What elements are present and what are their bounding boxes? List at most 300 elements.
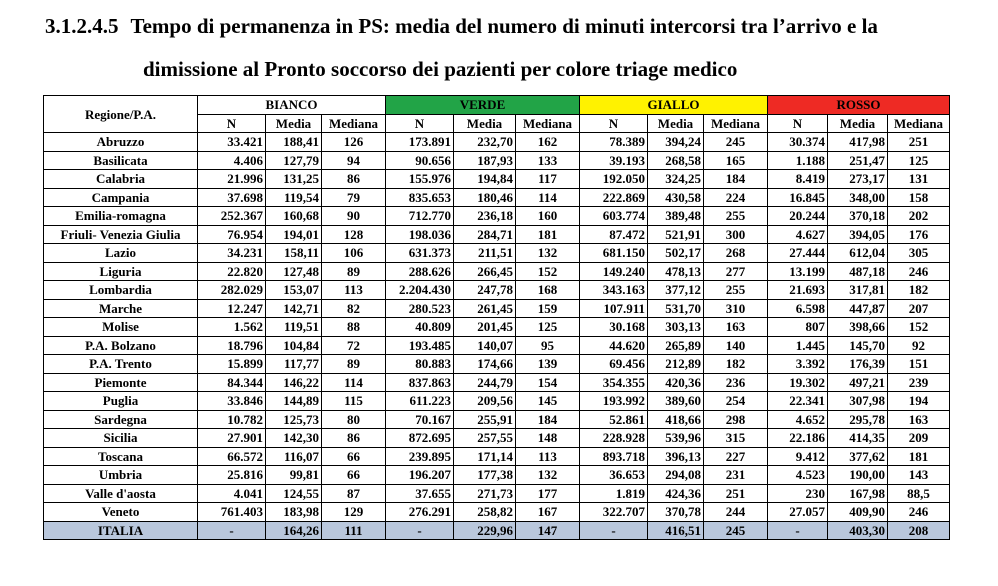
total-cell-media: 403,30 [828, 521, 888, 540]
total-region-cell: ITALIA [44, 521, 198, 540]
value-cell-media: 268,58 [648, 151, 704, 170]
value-cell-n: 631.373 [386, 244, 454, 263]
value-cell-media: 116,07 [266, 447, 322, 466]
value-cell-n: 21.693 [768, 281, 828, 300]
value-cell-n: 872.695 [386, 429, 454, 448]
value-cell-mediana: 95 [516, 336, 580, 355]
value-cell-mediana: 152 [516, 262, 580, 281]
value-cell-mediana: 246 [888, 262, 950, 281]
value-cell-mediana: 194 [888, 392, 950, 411]
value-cell-n: 40.809 [386, 318, 454, 337]
value-cell-mediana: 131 [888, 170, 950, 189]
total-row [44, 521, 950, 540]
value-cell-media: 180,46 [454, 188, 516, 207]
value-cell-n: 239.895 [386, 447, 454, 466]
group-header-bianco: BIANCO [198, 96, 386, 115]
value-cell-media: 212,89 [648, 355, 704, 374]
value-cell-mediana: 115 [322, 392, 386, 411]
value-cell-mediana: 143 [888, 466, 950, 485]
value-cell-media: 187,93 [454, 151, 516, 170]
region-cell: Sicilia [44, 429, 198, 448]
column-header-n: N [768, 114, 828, 133]
value-cell-n: 193.992 [580, 392, 648, 411]
value-cell-n: 44.620 [580, 336, 648, 355]
value-cell-n: 712.770 [386, 207, 454, 226]
value-cell-n: 15.899 [198, 355, 266, 374]
table-row [44, 392, 950, 411]
value-cell-mediana: 254 [704, 392, 768, 411]
value-cell-mediana: 113 [516, 447, 580, 466]
value-cell-mediana: 132 [516, 244, 580, 263]
value-cell-media: 396,13 [648, 447, 704, 466]
total-cell-mediana: 208 [888, 521, 950, 540]
value-cell-n: 173.891 [386, 133, 454, 152]
value-cell-mediana: 277 [704, 262, 768, 281]
value-cell-media: 160,68 [266, 207, 322, 226]
value-cell-media: 247,78 [454, 281, 516, 300]
value-cell-media: 153,07 [266, 281, 322, 300]
value-cell-mediana: 114 [516, 188, 580, 207]
value-cell-media: 142,30 [266, 429, 322, 448]
value-cell-mediana: 154 [516, 373, 580, 392]
value-cell-media: 194,84 [454, 170, 516, 189]
region-cell: Lazio [44, 244, 198, 263]
column-header-n: N [386, 114, 454, 133]
value-cell-mediana: 163 [704, 318, 768, 337]
value-cell-media: 144,89 [266, 392, 322, 411]
value-cell-n: 16.845 [768, 188, 828, 207]
value-cell-mediana: 251 [704, 484, 768, 503]
value-cell-n: 198.036 [386, 225, 454, 244]
value-cell-n: 807 [768, 318, 828, 337]
value-cell-media: 447,87 [828, 299, 888, 318]
table-body [44, 133, 950, 540]
value-cell-mediana: 245 [704, 133, 768, 152]
table-row [44, 484, 950, 503]
total-cell-n: - [386, 521, 454, 540]
region-cell: Marche [44, 299, 198, 318]
value-cell-mediana: 167 [516, 503, 580, 522]
value-cell-n: 893.718 [580, 447, 648, 466]
value-cell-n: 2.204.430 [386, 281, 454, 300]
value-cell-media: 502,17 [648, 244, 704, 263]
value-cell-n: 66.572 [198, 447, 266, 466]
value-cell-mediana: 132 [516, 466, 580, 485]
value-cell-n: 107.911 [580, 299, 648, 318]
value-cell-n: 20.244 [768, 207, 828, 226]
value-cell-media: 497,21 [828, 373, 888, 392]
table-row [44, 151, 950, 170]
value-cell-mediana: 231 [704, 466, 768, 485]
value-cell-n: 288.626 [386, 262, 454, 281]
value-cell-mediana: 244 [704, 503, 768, 522]
region-cell: Campania [44, 188, 198, 207]
value-cell-n: 13.199 [768, 262, 828, 281]
value-cell-mediana: 139 [516, 355, 580, 374]
value-cell-media: 377,62 [828, 447, 888, 466]
table-row [44, 133, 950, 152]
value-cell-media: 295,78 [828, 410, 888, 429]
value-cell-mediana: 86 [322, 170, 386, 189]
value-cell-media: 258,82 [454, 503, 516, 522]
value-cell-n: 84.344 [198, 373, 266, 392]
value-cell-n: 30.374 [768, 133, 828, 152]
total-cell-n: - [580, 521, 648, 540]
value-cell-mediana: 239 [888, 373, 950, 392]
region-cell: Valle d'aosta [44, 484, 198, 503]
value-cell-media: 257,55 [454, 429, 516, 448]
column-header-mediana: Mediana [704, 114, 768, 133]
region-cell: P.A. Trento [44, 355, 198, 374]
value-cell-mediana: 72 [322, 336, 386, 355]
value-cell-n: 1.445 [768, 336, 828, 355]
value-cell-n: 3.392 [768, 355, 828, 374]
value-cell-media: 420,36 [648, 373, 704, 392]
value-cell-n: 27.901 [198, 429, 266, 448]
value-cell-mediana: 125 [888, 151, 950, 170]
group-header-giallo: GIALLO [580, 96, 768, 115]
column-header-mediana: Mediana [888, 114, 950, 133]
value-cell-n: 33.421 [198, 133, 266, 152]
triage-time-table [43, 95, 950, 540]
value-cell-n: 78.389 [580, 133, 648, 152]
value-cell-media: 539,96 [648, 429, 704, 448]
value-cell-mediana: 106 [322, 244, 386, 263]
value-cell-n: 611.223 [386, 392, 454, 411]
value-cell-media: 211,51 [454, 244, 516, 263]
value-cell-mediana: 151 [888, 355, 950, 374]
value-cell-mediana: 86 [322, 429, 386, 448]
value-cell-media: 188,41 [266, 133, 322, 152]
value-cell-n: 80.883 [386, 355, 454, 374]
value-cell-n: 835.653 [386, 188, 454, 207]
total-cell-mediana: 245 [704, 521, 768, 540]
value-cell-mediana: 181 [516, 225, 580, 244]
value-cell-mediana: 158 [888, 188, 950, 207]
region-cell: Molise [44, 318, 198, 337]
value-cell-mediana: 176 [888, 225, 950, 244]
value-cell-n: 37.655 [386, 484, 454, 503]
value-cell-media: 261,45 [454, 299, 516, 318]
value-cell-n: 22.186 [768, 429, 828, 448]
value-cell-n: 22.820 [198, 262, 266, 281]
table-row [44, 225, 950, 244]
value-cell-n: 4.652 [768, 410, 828, 429]
value-cell-mediana: 181 [888, 447, 950, 466]
value-cell-media: 119,51 [266, 318, 322, 337]
value-cell-n: 1.188 [768, 151, 828, 170]
table-row [44, 244, 950, 263]
value-cell-media: 232,70 [454, 133, 516, 152]
region-header: Regione/P.A. [44, 96, 198, 133]
value-cell-n: 33.846 [198, 392, 266, 411]
value-cell-media: 389,60 [648, 392, 704, 411]
value-cell-media: 370,78 [648, 503, 704, 522]
value-cell-n: 4.041 [198, 484, 266, 503]
value-cell-media: 183,98 [266, 503, 322, 522]
value-cell-n: 27.057 [768, 503, 828, 522]
total-cell-media: 416,51 [648, 521, 704, 540]
value-cell-media: 209,56 [454, 392, 516, 411]
value-cell-media: 394,05 [828, 225, 888, 244]
value-cell-n: 196.207 [386, 466, 454, 485]
value-cell-n: 155.976 [386, 170, 454, 189]
value-cell-mediana: 92 [888, 336, 950, 355]
value-cell-media: 255,91 [454, 410, 516, 429]
value-cell-n: 4.627 [768, 225, 828, 244]
value-cell-n: 276.291 [386, 503, 454, 522]
value-cell-n: 90.656 [386, 151, 454, 170]
value-cell-n: 282.029 [198, 281, 266, 300]
value-cell-media: 236,18 [454, 207, 516, 226]
value-cell-media: 348,00 [828, 188, 888, 207]
value-cell-n: 343.163 [580, 281, 648, 300]
value-cell-n: 222.869 [580, 188, 648, 207]
value-cell-n: 192.050 [580, 170, 648, 189]
value-cell-mediana: 90 [322, 207, 386, 226]
value-cell-media: 265,89 [648, 336, 704, 355]
value-cell-n: 36.653 [580, 466, 648, 485]
table-row [44, 466, 950, 485]
table-row [44, 299, 950, 318]
value-cell-mediana: 152 [888, 318, 950, 337]
value-cell-media: 142,71 [266, 299, 322, 318]
value-cell-media: 303,13 [648, 318, 704, 337]
region-cell: Lombardia [44, 281, 198, 300]
value-cell-n: 37.698 [198, 188, 266, 207]
value-cell-n: 19.302 [768, 373, 828, 392]
table-row [44, 281, 950, 300]
table-row [44, 336, 950, 355]
region-cell: Piemonte [44, 373, 198, 392]
value-cell-mediana: 126 [322, 133, 386, 152]
value-cell-n: 87.472 [580, 225, 648, 244]
value-cell-media: 370,18 [828, 207, 888, 226]
value-cell-media: 418,66 [648, 410, 704, 429]
value-cell-n: 149.240 [580, 262, 648, 281]
heading-line-1 [45, 14, 878, 39]
value-cell-media: 201,45 [454, 318, 516, 337]
table-row [44, 207, 950, 226]
value-cell-media: 424,36 [648, 484, 704, 503]
value-cell-media: 487,18 [828, 262, 888, 281]
column-header-mediana: Mediana [516, 114, 580, 133]
table-row [44, 410, 950, 429]
value-cell-n: 25.816 [198, 466, 266, 485]
region-cell: Umbria [44, 466, 198, 485]
column-header-media: Media [648, 114, 704, 133]
region-cell: Calabria [44, 170, 198, 189]
value-cell-mediana: 133 [516, 151, 580, 170]
group-header-rosso: ROSSO [768, 96, 950, 115]
value-cell-media: 158,11 [266, 244, 322, 263]
value-cell-n: 603.774 [580, 207, 648, 226]
value-cell-media: 244,79 [454, 373, 516, 392]
value-cell-media: 124,55 [266, 484, 322, 503]
value-cell-media: 394,24 [648, 133, 704, 152]
region-cell: P.A. Bolzano [44, 336, 198, 355]
value-cell-n: 6.598 [768, 299, 828, 318]
value-cell-media: 284,71 [454, 225, 516, 244]
value-cell-n: 761.403 [198, 503, 266, 522]
value-cell-mediana: 305 [888, 244, 950, 263]
total-cell-media: 164,26 [266, 521, 322, 540]
value-cell-media: 317,81 [828, 281, 888, 300]
value-cell-mediana: 184 [704, 170, 768, 189]
value-cell-mediana: 89 [322, 355, 386, 374]
value-cell-mediana: 246 [888, 503, 950, 522]
value-cell-n: 39.193 [580, 151, 648, 170]
group-header-row [44, 96, 950, 115]
value-cell-n: 18.796 [198, 336, 266, 355]
value-cell-n: 354.355 [580, 373, 648, 392]
value-cell-mediana: 268 [704, 244, 768, 263]
value-cell-media: 307,98 [828, 392, 888, 411]
value-cell-media: 131,25 [266, 170, 322, 189]
heading-title-line-2: dimissione al Pronto soccorso dei pazienti per colore triage medico [143, 57, 738, 81]
value-cell-mediana: 255 [704, 207, 768, 226]
value-cell-media: 190,00 [828, 466, 888, 485]
value-cell-mediana: 128 [322, 225, 386, 244]
value-cell-mediana: 129 [322, 503, 386, 522]
value-cell-mediana: 66 [322, 447, 386, 466]
value-cell-n: 4.523 [768, 466, 828, 485]
value-cell-mediana: 168 [516, 281, 580, 300]
total-cell-media: 229,96 [454, 521, 516, 540]
value-cell-n: 22.341 [768, 392, 828, 411]
value-cell-media: 171,14 [454, 447, 516, 466]
value-cell-mediana: 94 [322, 151, 386, 170]
value-cell-media: 409,90 [828, 503, 888, 522]
value-cell-mediana: 163 [888, 410, 950, 429]
value-cell-media: 478,13 [648, 262, 704, 281]
value-cell-mediana: 88 [322, 318, 386, 337]
value-cell-mediana: 117 [516, 170, 580, 189]
value-cell-media: 145,70 [828, 336, 888, 355]
value-cell-media: 176,39 [828, 355, 888, 374]
value-cell-mediana: 145 [516, 392, 580, 411]
table-row [44, 373, 950, 392]
value-cell-mediana: 140 [704, 336, 768, 355]
value-cell-n: 52.861 [580, 410, 648, 429]
value-cell-mediana: 202 [888, 207, 950, 226]
value-cell-mediana: 89 [322, 262, 386, 281]
table-row [44, 170, 950, 189]
region-cell: Puglia [44, 392, 198, 411]
value-cell-n: 252.367 [198, 207, 266, 226]
value-cell-mediana: 87 [322, 484, 386, 503]
value-cell-media: 177,38 [454, 466, 516, 485]
value-cell-media: 146,22 [266, 373, 322, 392]
value-cell-media: 417,98 [828, 133, 888, 152]
value-cell-mediana: 159 [516, 299, 580, 318]
value-cell-mediana: 300 [704, 225, 768, 244]
heading-title-line-1: Tempo di permanenza in PS: media del numero di minuti intercorsi tra l’arrivo e la [130, 14, 878, 38]
column-header-media: Media [454, 114, 516, 133]
total-cell-n: - [768, 521, 828, 540]
value-cell-media: 294,08 [648, 466, 704, 485]
total-cell-mediana: 111 [322, 521, 386, 540]
group-header-verde: VERDE [386, 96, 580, 115]
column-header-media: Media [828, 114, 888, 133]
value-cell-media: 430,58 [648, 188, 704, 207]
value-cell-media: 174,66 [454, 355, 516, 374]
value-cell-media: 414,35 [828, 429, 888, 448]
value-cell-mediana: 315 [704, 429, 768, 448]
value-cell-media: 140,07 [454, 336, 516, 355]
value-cell-n: 76.954 [198, 225, 266, 244]
total-cell-mediana: 147 [516, 521, 580, 540]
value-cell-mediana: 66 [322, 466, 386, 485]
value-cell-n: 837.863 [386, 373, 454, 392]
value-cell-mediana: 80 [322, 410, 386, 429]
table-row [44, 429, 950, 448]
value-cell-mediana: 162 [516, 133, 580, 152]
value-cell-media: 398,66 [828, 318, 888, 337]
table-row [44, 318, 950, 337]
value-cell-mediana: 182 [704, 355, 768, 374]
value-cell-n: 27.444 [768, 244, 828, 263]
value-cell-media: 521,91 [648, 225, 704, 244]
value-cell-mediana: 184 [516, 410, 580, 429]
value-cell-mediana: 148 [516, 429, 580, 448]
value-cell-media: 531,70 [648, 299, 704, 318]
value-cell-mediana: 310 [704, 299, 768, 318]
value-cell-mediana: 236 [704, 373, 768, 392]
value-cell-media: 194,01 [266, 225, 322, 244]
value-cell-n: 30.168 [580, 318, 648, 337]
value-cell-media: 377,12 [648, 281, 704, 300]
value-cell-mediana: 79 [322, 188, 386, 207]
value-cell-n: 8.419 [768, 170, 828, 189]
value-cell-mediana: 209 [888, 429, 950, 448]
region-cell: Toscana [44, 447, 198, 466]
value-cell-n: 228.928 [580, 429, 648, 448]
value-cell-mediana: 82 [322, 299, 386, 318]
value-cell-mediana: 125 [516, 318, 580, 337]
region-cell: Veneto [44, 503, 198, 522]
value-cell-mediana: 227 [704, 447, 768, 466]
table-row [44, 503, 950, 522]
column-header-n: N [198, 114, 266, 133]
value-cell-n: 12.247 [198, 299, 266, 318]
region-cell: Abruzzo [44, 133, 198, 152]
value-cell-mediana: 207 [888, 299, 950, 318]
value-cell-media: 104,84 [266, 336, 322, 355]
value-cell-media: 612,04 [828, 244, 888, 263]
value-cell-media: 125,73 [266, 410, 322, 429]
value-cell-media: 266,45 [454, 262, 516, 281]
value-cell-mediana: 160 [516, 207, 580, 226]
value-cell-media: 167,98 [828, 484, 888, 503]
value-cell-mediana: 165 [704, 151, 768, 170]
value-cell-media: 271,73 [454, 484, 516, 503]
value-cell-n: 280.523 [386, 299, 454, 318]
value-cell-mediana: 298 [704, 410, 768, 429]
value-cell-n: 4.406 [198, 151, 266, 170]
column-header-mediana: Mediana [322, 114, 386, 133]
value-cell-mediana: 177 [516, 484, 580, 503]
table-row [44, 188, 950, 207]
value-cell-mediana: 251 [888, 133, 950, 152]
value-cell-media: 119,54 [266, 188, 322, 207]
value-cell-media: 99,81 [266, 466, 322, 485]
value-cell-n: 322.707 [580, 503, 648, 522]
table-row [44, 355, 950, 374]
region-cell: Sardegna [44, 410, 198, 429]
value-cell-n: 34.231 [198, 244, 266, 263]
section-number: 3.1.2.4.5 [45, 14, 119, 38]
